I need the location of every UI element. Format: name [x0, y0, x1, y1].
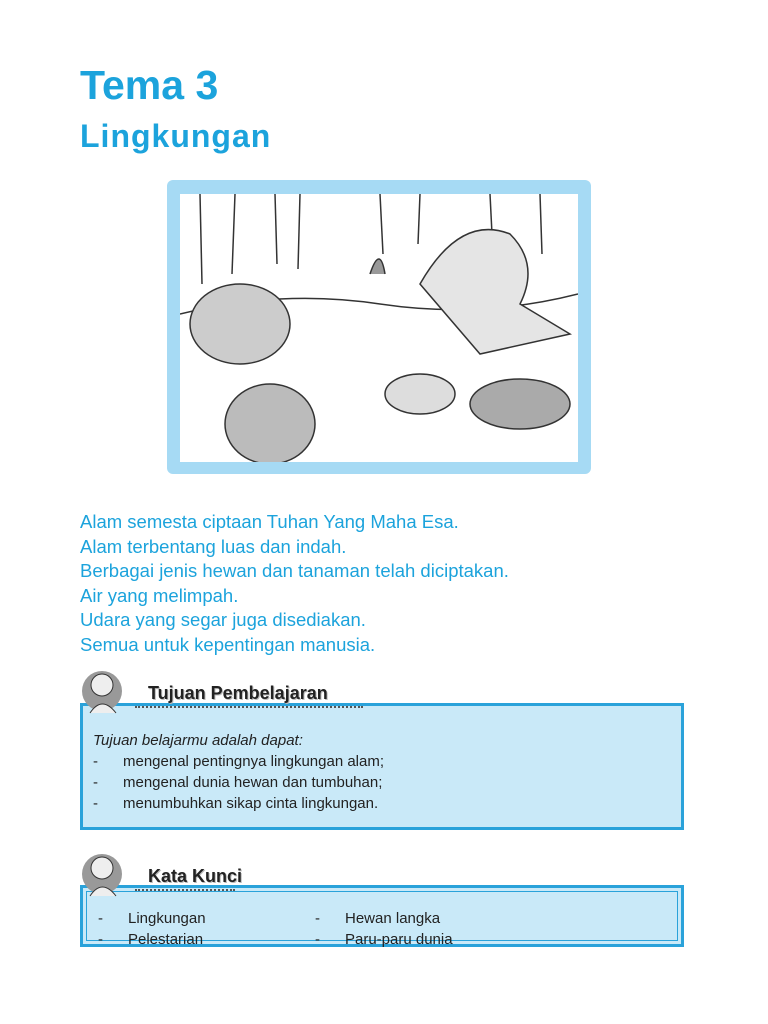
bullet: -	[315, 931, 320, 948]
tujuan-lead: Tujuan belajarmu adalah dapat:	[93, 732, 303, 749]
tujuan-item: menumbuhkan sikap cinta lingkungan.	[123, 795, 379, 812]
intro-paragraph	[80, 510, 509, 657]
intro-line: Semua untuk kepentingan manusia.	[80, 633, 376, 655]
forest-animals-illustration	[180, 194, 578, 462]
page-subtitle: Lingkungan	[80, 118, 272, 154]
keyword: Hewan langka	[345, 910, 441, 927]
intro-line: Udara yang segar juga disediakan.	[80, 609, 366, 630]
keyword: Lingkungan	[128, 910, 206, 927]
bullet: -	[93, 795, 98, 812]
intro-line: Alam semesta ciptaan Tuhan Yang Maha Esa.	[80, 511, 459, 532]
tujuan-pembelajaran-box	[80, 703, 684, 830]
dotted-underline	[135, 706, 363, 708]
bullet: -	[98, 931, 103, 948]
keyword: Pelestarian	[128, 931, 204, 948]
bullet: -	[93, 774, 98, 791]
kata-kunci-box	[80, 885, 684, 947]
bullet: -	[315, 910, 320, 927]
bullet: -	[93, 753, 98, 770]
kata-kunci-heading: Kata Kunci	[148, 866, 243, 886]
bullet: -	[98, 910, 103, 927]
intro-line: Alam terbentang luas dan indah.	[80, 535, 347, 557]
dotted-underline	[135, 889, 235, 891]
student-avatar-icon	[80, 848, 126, 904]
tujuan-heading: Tujuan Pembelajaran	[148, 683, 328, 703]
intro-line: Berbagai jenis hewan dan tanaman telah diciptakan.	[80, 560, 509, 581]
page-title: Tema 3	[80, 62, 219, 108]
tujuan-item: mengenal pentingnya lingkungan alam;	[123, 753, 385, 770]
student-avatar-icon	[80, 665, 126, 721]
keyword: Paru-paru dunia	[345, 931, 453, 948]
intro-line: Air yang melimpah.	[80, 584, 239, 606]
tujuan-item: mengenal dunia hewan dan tumbuhan;	[123, 774, 383, 791]
